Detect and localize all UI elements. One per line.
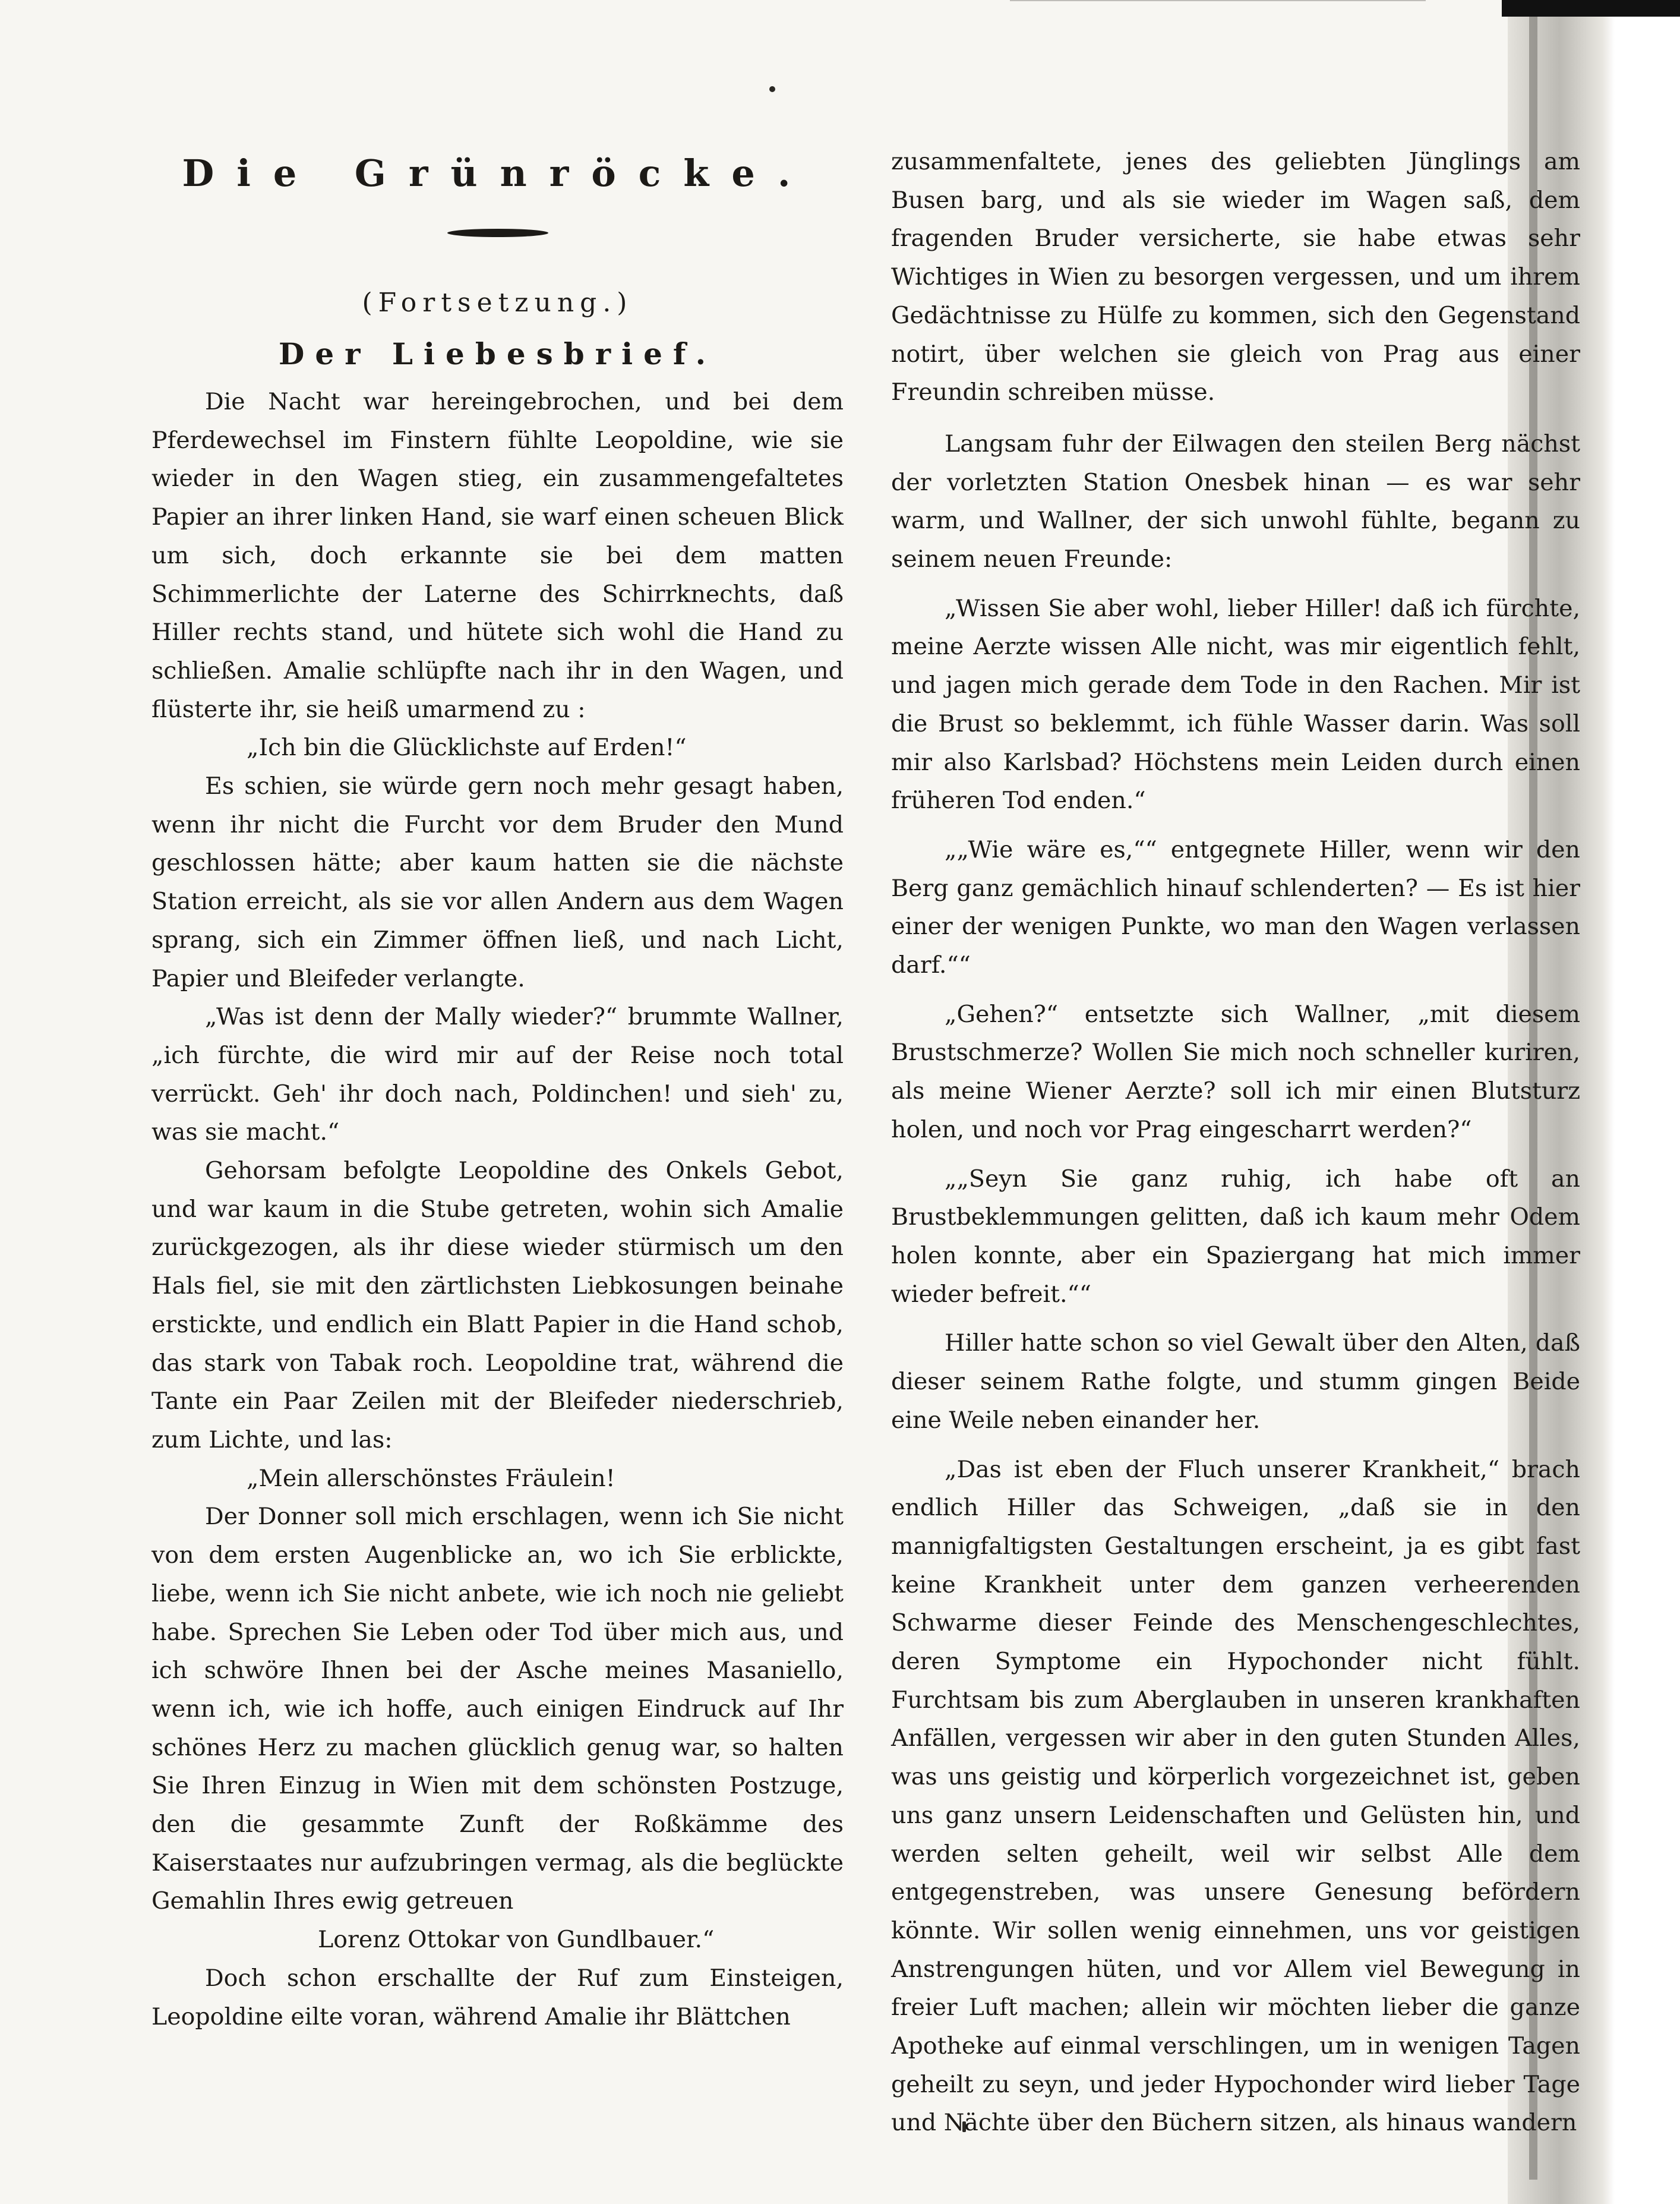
- right-text-body: [891, 143, 1580, 2142]
- paragraph: Die Nacht war hereingebrochen, und bei dem Pferdewechsel im Finstern fühlte Leopoldine, wie sie wieder in den Wagen stieg, ein zusammengefaltetes Papier an ihrer linken Hand, sie warf einen scheuen Blick um sich, doch erkannte sie bei dem matten Schimmerlichte der Laterne des Schirrknechts, daß Hiller rechts stand, und hütete sich wohl die Hand zu schließen. Amalie schlüpfte nach ihr in den Wagen, und flüsterte ihr, sie heiß umarmend zu :: [151, 388, 844, 723]
- chapter-title: Die Grünröcke.: [182, 152, 813, 195]
- ink-speck: [769, 86, 775, 92]
- paragraph: Gehorsam befolgte Leopoldine des Onkels Gebot, und war kaum in die Stube getreten, wohin sich Amalie zurückgezogen, als ihr diese wieder stürmisch um den Hals fiel, sie mit den zärtlichsten Liebkosungen beinahe erstickte, und endlich ein Blatt Papier in die Hand schob, das stark von Tabak roch. Leopoldine trat, während die Tante ein Paar Zeilen mit der Bleifeder niederschrieb, zum Lichte, und las:: [151, 1157, 844, 1453]
- continuation-label: (Fortsetzung.): [362, 288, 633, 318]
- paragraph: Lorenz Ottokar von Gundlbauer.“: [318, 1926, 715, 1954]
- paragraph: „„Wie wäre es,““ entgegnete Hiller, wenn wir den Berg ganz gemächlich hinauf schlenderten? — Es ist hier einer der wenigen Punkte, wo man den Wagen verlassen darf.““: [891, 835, 1580, 979]
- paragraph: Es schien, sie würde gern noch mehr gesagt haben, wenn ihr nicht die Furcht vor dem Bruder den Mund geschlossen hätte; aber kaum hatten sie die nächste Station erreicht, als sie vor allen Andern aus dem Wagen sprang, sich ein Zimmer öffnen ließ, und nach Licht, Papier und Bleifeder verlangte.: [151, 772, 844, 992]
- paragraph: Hiller hatte schon so viel Gewalt über den Alten, daß dieser seinem Rathe folgte, und stumm gingen Beide eine Weile neben einander her.: [891, 1329, 1580, 1434]
- paragraph: Langsam fuhr der Eilwagen den steilen Berg nächst der vorletzten Station Onesbek hinan — es war sehr warm, und Wallner, der sich unwohl fühlte, begann zu seinem neuen Freunde:: [891, 430, 1580, 573]
- scan-border: [1502, 0, 1680, 17]
- section-title: Der Liebesbrief.: [278, 336, 717, 371]
- paragraph: „Wissen Sie aber wohl, lieber Hiller! daß ich fürchte, meine Aerzte wissen Alle nicht, was mir eigentlich fehlt, und jagen mich gerade dem Tode in den Rachen. Mir ist die Brust so beklemmt, ich fühle Wasser darin. Was soll mir also Karlsbad? Höchstens mein Leiden durch einen früheren Tod enden.“: [891, 594, 1580, 815]
- paragraph: Der Donner soll mich erschlagen, wenn ich Sie nicht von dem ersten Augenblicke an, wo ich Sie erblickte, liebe, wenn ich Sie nicht anbete, wie ich noch nie geliebt habe. Sprechen Sie Leben oder Tod über mich aus, und ich schwöre Ihnen bei der Asche meines Masaniello, wenn ich, wie ich hoffe, auch einigen Eindruck auf Ihr schönes Herz zu machen glücklich genug war, so halten Sie Ihren Einzug in Wien mit dem schönsten Postzuge, den die gesammte Zunft der Roßkämme des Kaiserstaates nur aufzubringen vermag, als die beglückte Gemahlin Ihres ewig getreuen: [151, 1503, 844, 1915]
- paragraph: „Mein allerschönstes Fräulein!: [247, 1464, 615, 1492]
- right-column: [891, 143, 1580, 2153]
- paragraph: „Ich bin die Glücklichste auf Erden!“: [247, 734, 687, 762]
- paragraph: „Das ist eben der Fluch unserer Krankheit,“ brach endlich Hiller das Schweigen, „daß sie in den mannigfaltigsten Gestaltungen erscheint, ja es gibt fast keine Krankheit unter dem ganzen verheerenden Schwarme dieser Feinde des Menschengeschlechtes, deren Symptome ein Hypochonder nicht fühlt. Furchtsam bis zum Aberglauben in unseren krankhaften Anfällen, vergessen wir aber in den guten Stunden Alles, was uns geistig und körperlich vorgezeichnet ist, geben uns ganz unsern Leidenschaften und Gelüsten hin, und werden selten geheilt, weil wir selbst Alle dem entgegenstreben, was unsere Genesung befördern könnte. Wir sollen wenig einnehmen, uns vor geistigen Anstrengungen hüten, und vor Allem viel Bewegung in freier Luft machen; allein wir möchten lieber die ganze Apotheke auf einmal verschlingen, um in wenigen Tagen geheilt zu seyn, und jeder Hypochonder wird lieber Tage und Nächte über den Büchern sitzen, als hinaus wandern: [891, 1455, 1580, 2137]
- left-column: [151, 140, 844, 2036]
- title-ornament: [447, 229, 548, 237]
- paragraph: „Was ist denn der Mally wieder?“ brummte Wallner, „ich fürchte, die wird mir auf der Reise noch total verrückt. Geh' ihr doch nach, Poldinchen! und sieh' zu, was sie macht.“: [151, 1003, 844, 1146]
- left-text-body: [151, 383, 844, 2036]
- paragraph: „Gehen?“ entsetzte sich Wallner, „mit diesem Brustschmerze? Wollen Sie mich noch schneller kuriren, als meine Wiener Aerzte? soll ich mir einen Blutsturz holen, und noch vor Prag eingescharrt werden?“: [891, 1000, 1580, 1143]
- paragraph: Doch schon erschallte der Ruf zum Einsteigen, Leopoldine eilte voran, während Amalie ihr Blättchen: [151, 1964, 844, 2030]
- paragraph: „„Seyn Sie ganz ruhig, ich habe oft an Brustbeklemmungen gelitten, daß ich kaum mehr Odem holen konnte, aber ein Spaziergang hat mich immer wieder befreit.““: [891, 1165, 1580, 1308]
- paragraph: zusammenfaltete, jenes des geliebten Jünglings am Busen barg, und als sie wieder im Wagen saß, dem fragenden Bruder versicherte, sie habe etwas sehr Wichtiges in Wien zu besorgen vergessen, und um ihrem Gedächtnisse zu Hülfe zu kommen, sich den Gegenstand notirt, über welchen sie gleich von Prag aus einer Freundin schreiben müsse.: [891, 148, 1580, 406]
- top-edge-line: [1010, 0, 1426, 1]
